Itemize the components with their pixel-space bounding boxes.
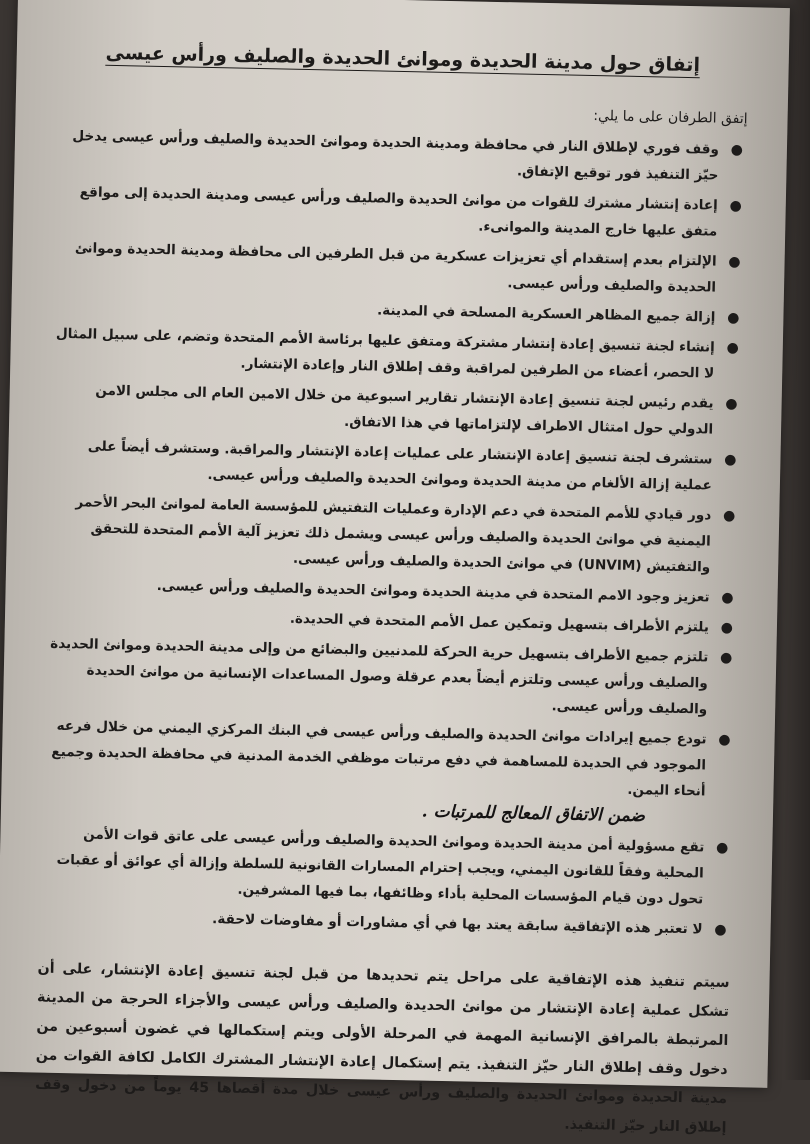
list-item-text: إعادة إنتشار مشترك للقوات من موانئ الحديدة والصليف ورأس عيسى ومدينة الحديدة إلى مواقع متفق عليها خارج المدينة والموانىء.: [79, 184, 718, 240]
bullet-icon: ●: [719, 649, 733, 667]
list-item-text: ستشرف لجنة تنسيق إعادة الإنتشار على عمليات إعادة الإنتشار والمراقبة. وستشرف أيضاً على عملية إزالة الألغام من مدينة الحديدة وموانئ الحديدة والصليف ورأس عيسى.: [87, 438, 713, 494]
list-item: [48, 433, 741, 499]
bullet-icon: ●: [730, 141, 744, 159]
bullet-icon: ●: [714, 921, 727, 938]
list-item-text: إزالة جميع المظاهر العسكرية المسلحة في المدينة.: [376, 302, 716, 326]
list-item: [54, 123, 747, 189]
list-item-text: يلتزم الأطراف بتسهيل وتمكين عمل الأمم المتحدة في الحديدة.: [289, 610, 710, 636]
list-item: [52, 235, 745, 301]
bullet-icon: ●: [727, 309, 740, 327]
list-item-text: لا تعتبر هذه الإتفاقية سابقة يعتد بها في أي مشاورات أو مفاوضات لاحقة.: [211, 911, 703, 938]
list-item-text: تودع جميع إيرادات موانئ الحديدة والصليف ورأس عيسى في البنك المركزي اليمني من خلال فرعه الموجود في الحديدة للمساهمة في دفع مرتبات موظفي الخدمة المدنية في محافظة الحديدة وجميع أنحاء اليمن.: [51, 717, 707, 800]
list-item: [53, 179, 746, 245]
bullet-icon: ●: [718, 731, 731, 748]
list-item-text: إنشاء لجنة تنسيق إعادة إنتشار مشتركة ومتفق عليها برئاسة الأمم المتحدة وتضم، على سبيل المثال لا الحصر، أعضاء من الطرفين لمراقبة وقف إطلاق النار وإعادة الإنتشار.: [55, 325, 715, 382]
list-item: [46, 489, 739, 581]
list-item-text: الإلتزام بعدم إستقدام أي تعزيزات عسكرية من قبل الطرفين الى محافظة ومدينة الحديدة وموانئ الحديدة والصليف ورأس عيسى.: [74, 240, 717, 296]
list-item-text: يقدم رئيس لجنة تنسيق إعادة الإنتشار تقارير اسبوعية من خلال الامين العام الى مجلس الامن الدولي حول امتثال الاطراف لإلتزاماتها في هذا الاتفاق.: [95, 382, 714, 438]
bullet-icon: ●: [722, 507, 736, 525]
document-body: [34, 33, 749, 1143]
bullet-icon: ●: [720, 619, 734, 637]
list-item-text: تلتزم جميع الأطراف بتسهيل حرية الحركة للمدنيين والبضائع من وإلى مدينة الحديدة وموانئ الحديدة والصليف ورأس عيسى وتلتزم أيضاً بعدم عرقلة وصول المساعدات الإنسانية من موانئ الحديدة والصليف ورأس عيسى.: [50, 635, 709, 718]
bullet-icon: ●: [726, 339, 739, 357]
handwritten-note: ضمن الاتفاق المعالج للمرتبات .: [421, 801, 646, 827]
document-intro: إتفق الطرفان على ما يلي:: [593, 107, 748, 128]
bullet-icon: ●: [724, 451, 737, 469]
bullet-icon: ●: [728, 253, 741, 271]
bullet-icon: ●: [725, 395, 738, 413]
bullet-icon: ●: [729, 197, 742, 215]
document-title: إتفاق حول مدينة الحديدة وموانئ الحديدة والصليف ورأس عيسى: [105, 41, 701, 77]
list-item: [50, 321, 743, 387]
closing-paragraph: سيتم تنفيذ هذه الإتفاقية على مراحل يتم تحديدها من قبل لجنة تنسيق إعادة الإنتشار، على أن تشكل عملية إعادة الإنتشار من موانئ الحديدة والصليف ورأس عيسى والأجزاء الحرجة من المدينة المرتبطة بالمرافق الإنسانية المهمة في المرحلة الأولى ويتم إستكمالها في غضون أسبوعين من دخول وقف إطلاق النار حيّز التنفيذ. يتم إستكمال إعادة الإنتشار المشترك الكامل لكافة القوات من مدينة الحديدة وموانئ الحديدة والصليف ورأس عيسى خلال مدة أقصاها 45 يوماً من دخول وقف إطلاق النار حيّز التنفيذ.: [35, 960, 730, 1136]
list-item: [49, 377, 742, 443]
bullet-icon: ●: [715, 839, 729, 856]
list-item-text: تعزيز وجود الامم المتحدة في مدينة الحديدة وموانئ الحديدة والصليف ورأس عيسى.: [156, 577, 710, 606]
agreement-list: [38, 123, 747, 943]
list-item-text: دور قيادي للأمم المتحدة في دعم الإدارة وعمليات التفتيش للمؤسسة العامة لموانئ البحر الأحمر اليمنية في موانئ الحديدة والصليف ورأس عيسى ويشمل ذلك تعزيز آلية الأمم المتحدة للتحقق والتفتيش (UNVIM) في موانئ الحديدة والصليف ورأس عيسى.: [75, 494, 712, 576]
list-item: [43, 631, 736, 723]
list-item: [39, 821, 732, 913]
bullet-icon: ●: [721, 589, 734, 607]
list-item-text: تقع مسؤولية أمن مدينة الحديدة وموانئ الحديدة والصليف ورأس عيسى على عاتق قوات الأمن المحلية وفقاً للقانون اليمني، ويجب إحترام المسارات القانونية للسلطة وإزالة أي عوائق أو عقبات تحول دون قيام المؤسسات المحلية بأداء وظائفها، بما فيها المشرفين.: [56, 826, 705, 908]
list-item-text: وقف فوري لإطلاق النار في محافظة ومدينة الحديدة وموانئ الحديدة والصليف ورأس عيسى يدخل حيّز التنفيذ فور توقيع الإتفاق.: [72, 128, 720, 184]
background-edge: [784, 0, 810, 1080]
list-item: [41, 713, 735, 831]
